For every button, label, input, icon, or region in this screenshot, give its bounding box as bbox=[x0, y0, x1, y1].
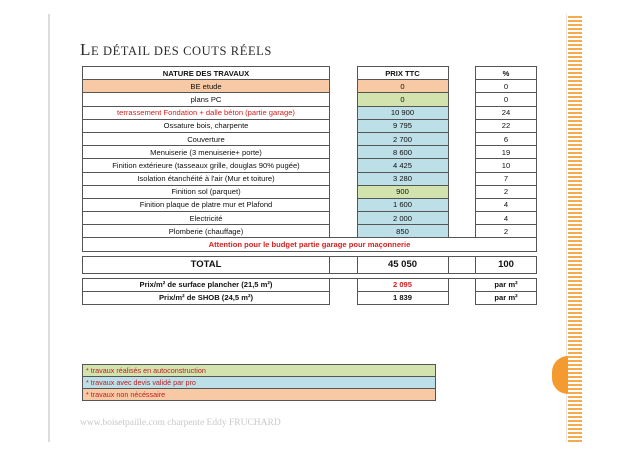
table-row bbox=[83, 159, 537, 172]
header-price: PRIX TTC bbox=[357, 67, 448, 80]
note-text: Attention pour le budget partie garage pour maçonnerie bbox=[83, 238, 537, 251]
row-label: Electricité bbox=[83, 212, 330, 225]
row-label: Finition sol (parquet) bbox=[83, 185, 330, 198]
per-m2-row-shob bbox=[83, 291, 537, 304]
row-price: 850 bbox=[357, 225, 448, 238]
row-price: 8 600 bbox=[357, 146, 448, 159]
left-divider bbox=[48, 14, 50, 442]
row-price: 3 280 bbox=[357, 172, 448, 185]
spacer bbox=[330, 291, 358, 304]
right-decorative-stripes bbox=[568, 14, 582, 442]
row-price: 9 795 bbox=[357, 119, 448, 132]
table-row bbox=[83, 119, 537, 132]
spacer bbox=[330, 106, 358, 119]
row-label: plans PC bbox=[83, 93, 330, 106]
spacer bbox=[330, 198, 358, 211]
per-m2-unit: par m² bbox=[476, 278, 537, 291]
spacer bbox=[330, 278, 358, 291]
per-m2-price: 2 095 bbox=[357, 278, 448, 291]
row-price: 0 bbox=[357, 93, 448, 106]
spacer bbox=[448, 291, 476, 304]
legend bbox=[82, 365, 436, 401]
spacer bbox=[448, 198, 476, 211]
row-price: 1 600 bbox=[357, 198, 448, 211]
spacer bbox=[330, 80, 358, 93]
row-pct: 2 bbox=[476, 225, 537, 238]
row-pct: 19 bbox=[476, 146, 537, 159]
per-m2-label: Prix/m² de surface plancher (21,5 m²) bbox=[83, 278, 330, 291]
total-price: 45 050 bbox=[357, 256, 448, 273]
orange-side-tab bbox=[552, 356, 568, 394]
spacer bbox=[330, 119, 358, 132]
row-label: Finition extérieure (tasseaux grille, douglas 90% pugée) bbox=[83, 159, 330, 172]
spacer bbox=[448, 80, 476, 93]
row-price: 900 bbox=[357, 185, 448, 198]
spacer bbox=[448, 159, 476, 172]
cost-table bbox=[82, 66, 537, 305]
cost-table-container bbox=[82, 66, 537, 305]
table-row bbox=[83, 185, 537, 198]
legend-non-necessaire: * travaux non nécéssaire bbox=[82, 388, 436, 401]
spacer bbox=[448, 146, 476, 159]
row-pct: 24 bbox=[476, 106, 537, 119]
row-label: Menuiserie (3 menuiserie+ porte) bbox=[83, 146, 330, 159]
spacer bbox=[448, 225, 476, 238]
table-header-row bbox=[83, 67, 537, 80]
row-price: 4 425 bbox=[357, 159, 448, 172]
table-row bbox=[83, 212, 537, 225]
note-row bbox=[83, 238, 537, 251]
table-row bbox=[83, 80, 537, 93]
spacer bbox=[330, 93, 358, 106]
spacer bbox=[448, 185, 476, 198]
row-price: 2 000 bbox=[357, 212, 448, 225]
row-label: Finition plaque de platre mur et Plafond bbox=[83, 198, 330, 211]
per-m2-label: Prix/m² de SHOB (24,5 m²) bbox=[83, 291, 330, 304]
spacer bbox=[330, 159, 358, 172]
header-pct: % bbox=[476, 67, 537, 80]
table-row bbox=[83, 106, 537, 119]
row-pct: 2 bbox=[476, 185, 537, 198]
row-price: 10 900 bbox=[357, 106, 448, 119]
total-row bbox=[83, 256, 537, 273]
table-row bbox=[83, 132, 537, 145]
spacer bbox=[448, 106, 476, 119]
table-row bbox=[83, 93, 537, 106]
row-label: terrassement Fondation + dalle béton (partie garage) bbox=[83, 106, 330, 119]
spacer bbox=[330, 185, 358, 198]
row-pct: 0 bbox=[476, 93, 537, 106]
row-label: Ossature bois, charpente bbox=[83, 119, 330, 132]
per-m2-row-plancher bbox=[83, 278, 537, 291]
row-pct: 7 bbox=[476, 172, 537, 185]
spacer bbox=[448, 93, 476, 106]
footer-credit: www.boisetpaille.com charpente Eddy FRUCHARD bbox=[80, 418, 281, 428]
legend-autoconstruction: * travaux réalisés en autoconstruction bbox=[82, 364, 436, 377]
row-price: 2 700 bbox=[357, 132, 448, 145]
row-label: Isolation étanchéité à l'air (Mur et toiture) bbox=[83, 172, 330, 185]
spacer bbox=[330, 256, 358, 273]
table-body bbox=[83, 80, 537, 238]
row-label: BE etude bbox=[83, 80, 330, 93]
spacer bbox=[330, 212, 358, 225]
header-nature: NATURE DES TRAVAUX bbox=[83, 67, 330, 80]
spacer bbox=[330, 225, 358, 238]
spacer bbox=[448, 132, 476, 145]
row-pct: 10 bbox=[476, 159, 537, 172]
spacer bbox=[330, 67, 358, 80]
total-label: TOTAL bbox=[83, 256, 330, 273]
table-row bbox=[83, 172, 537, 185]
row-price: 0 bbox=[357, 80, 448, 93]
title-rest: E DÉTAIL DES COUTS RÉELS bbox=[90, 44, 272, 58]
spacer bbox=[330, 172, 358, 185]
row-pct: 4 bbox=[476, 198, 537, 211]
spacer bbox=[448, 172, 476, 185]
spacer bbox=[448, 119, 476, 132]
row-pct: 4 bbox=[476, 212, 537, 225]
row-label: Couverture bbox=[83, 132, 330, 145]
row-pct: 22 bbox=[476, 119, 537, 132]
title-initial: L bbox=[80, 40, 91, 59]
spacer bbox=[448, 212, 476, 225]
spacer bbox=[448, 256, 476, 273]
per-m2-unit: par m² bbox=[476, 291, 537, 304]
table-row bbox=[83, 198, 537, 211]
table-row bbox=[83, 225, 537, 238]
slide-title bbox=[80, 40, 272, 60]
legend-devis-pro: * travaux avec devis validé par pro bbox=[82, 376, 436, 389]
table-row bbox=[83, 146, 537, 159]
row-pct: 6 bbox=[476, 132, 537, 145]
spacer bbox=[330, 132, 358, 145]
spacer bbox=[330, 146, 358, 159]
spacer bbox=[448, 67, 476, 80]
slide-title-text bbox=[80, 40, 272, 59]
row-label: Plomberie (chauffage) bbox=[83, 225, 330, 238]
per-m2-price: 1 839 bbox=[357, 291, 448, 304]
row-pct: 0 bbox=[476, 80, 537, 93]
spacer bbox=[448, 278, 476, 291]
total-pct: 100 bbox=[476, 256, 537, 273]
